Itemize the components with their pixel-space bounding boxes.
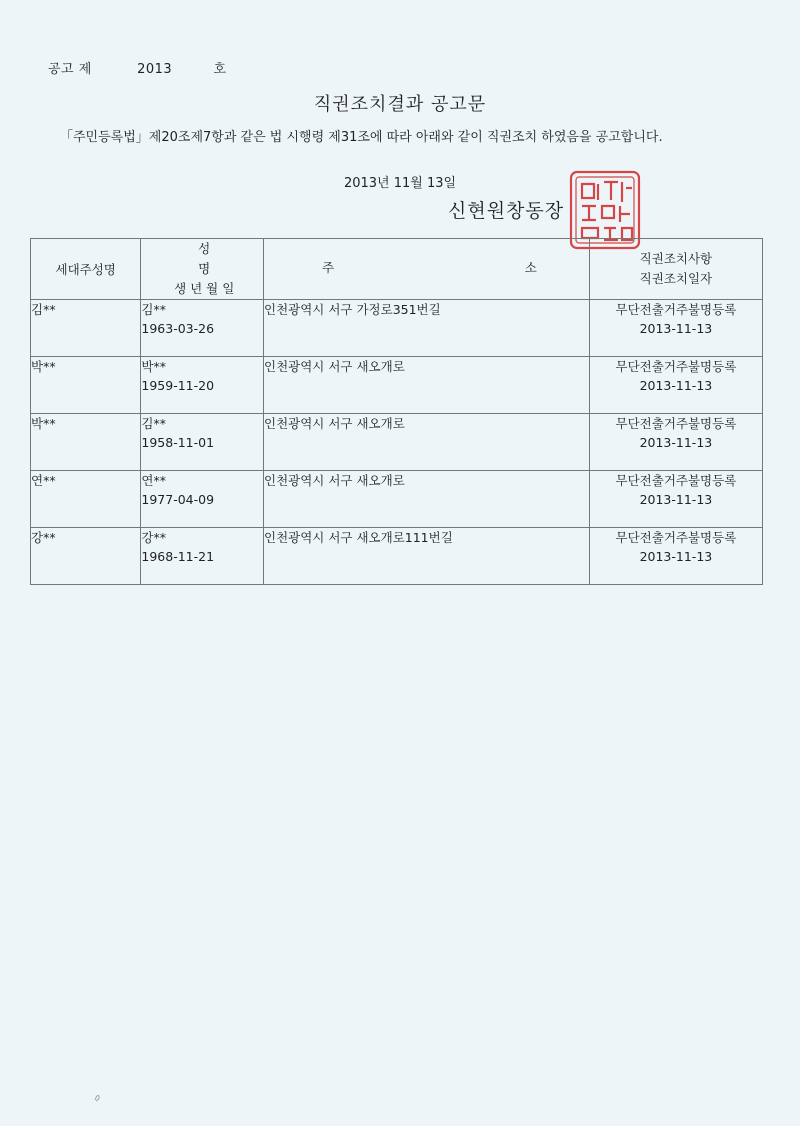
notice-year: 2013 <box>137 62 173 77</box>
address-cell <box>264 528 590 585</box>
name-header-part-a: 성 <box>198 241 211 256</box>
householder-cell <box>31 528 141 585</box>
name-birth-cell <box>141 414 264 471</box>
notice-body-text: 「주민등록법」제20조제7항과 같은 법 시행령 제31조에 따라 아래와 같이 직권조치 하였음을 공고합니다. <box>60 130 663 145</box>
householder-name: 박** <box>31 416 56 431</box>
table-row <box>31 414 763 471</box>
action-date: 2013-11-13 <box>639 321 713 336</box>
householder-column-header: 세대주성명 <box>31 239 141 300</box>
name-header-line <box>167 239 241 279</box>
table-row <box>31 528 763 585</box>
resident-name: 박** <box>141 359 166 374</box>
action-column-header <box>589 239 762 300</box>
notice-date: 2013년 11월 13일 <box>343 176 457 191</box>
address-text: 인천광역시 서구 가정로351번길 <box>264 302 441 317</box>
action-type: 무단전출거주불명등록 <box>615 473 737 488</box>
action-type: 무단전출거주불명등록 <box>615 359 737 374</box>
action-date-header: 직권조치일자 <box>639 271 713 286</box>
address-header-part-b: 소 <box>524 260 537 275</box>
action-type-header: 직권조치사항 <box>639 251 713 266</box>
name-birth-cell <box>141 471 264 528</box>
notice-number <box>48 58 227 77</box>
resident-name: 강** <box>141 530 166 545</box>
action-type: 무단전출거주불명등록 <box>615 302 737 317</box>
action-date: 2013-11-13 <box>639 378 713 393</box>
action-cell <box>589 528 762 585</box>
address-cell <box>264 414 590 471</box>
action-cell <box>589 414 762 471</box>
table-row <box>31 471 763 528</box>
birthdate-header: 생 년 월 일 <box>174 281 235 296</box>
address-text: 인천광역시 서구 새오개로 <box>264 473 405 488</box>
action-cell <box>589 300 762 357</box>
result-table <box>30 238 763 585</box>
address-cell <box>264 357 590 414</box>
table-row <box>31 357 763 414</box>
birth-date: 1958-11-01 <box>141 435 215 450</box>
action-date: 2013-11-13 <box>639 435 713 450</box>
table-row <box>31 300 763 357</box>
householder-name: 연** <box>31 473 56 488</box>
scan-speck-mark <box>92 1090 102 1104</box>
document-title: 직권조치결과 공고문 <box>313 94 487 115</box>
notice-prefix: 공고 제 <box>48 62 92 77</box>
birth-date: 1963-03-26 <box>141 321 215 336</box>
householder-cell <box>31 357 141 414</box>
householder-name: 강** <box>31 530 56 545</box>
notice-suffix: 호 <box>213 62 227 77</box>
address-text: 인천광역시 서구 새오개로 <box>264 359 405 374</box>
name-header-part-b: 명 <box>198 261 211 276</box>
table-header-row <box>31 239 763 300</box>
action-date: 2013-11-13 <box>639 492 713 507</box>
action-cell <box>589 471 762 528</box>
householder-name: 박** <box>31 359 56 374</box>
name-birth-cell <box>141 528 264 585</box>
address-cell <box>264 300 590 357</box>
action-type: 무단전출거주불명등록 <box>615 416 737 431</box>
householder-cell <box>31 414 141 471</box>
address-text: 인천광역시 서구 새오개로 <box>264 416 405 431</box>
address-column-header <box>264 239 590 300</box>
issuer-name: 신현원창동장 <box>448 200 565 222</box>
action-cell <box>589 357 762 414</box>
address-header-part-a: 주 <box>322 260 335 275</box>
action-type: 무단전출거주불명등록 <box>615 530 737 545</box>
resident-name: 김** <box>141 416 166 431</box>
resident-name: 김** <box>141 302 166 317</box>
householder-name: 김** <box>31 302 56 317</box>
resident-name: 연** <box>141 473 166 488</box>
householder-cell <box>31 471 141 528</box>
birth-date: 1968-11-21 <box>141 549 215 564</box>
name-birth-cell <box>141 357 264 414</box>
address-text: 인천광역시 서구 새오개로111번길 <box>264 530 453 545</box>
name-birth-cell <box>141 300 264 357</box>
name-birth-column-header <box>141 239 264 300</box>
householder-cell <box>31 300 141 357</box>
birth-date: 1959-11-20 <box>141 378 215 393</box>
birth-date: 1977-04-09 <box>141 492 215 507</box>
address-cell <box>264 471 590 528</box>
action-date: 2013-11-13 <box>639 549 713 564</box>
